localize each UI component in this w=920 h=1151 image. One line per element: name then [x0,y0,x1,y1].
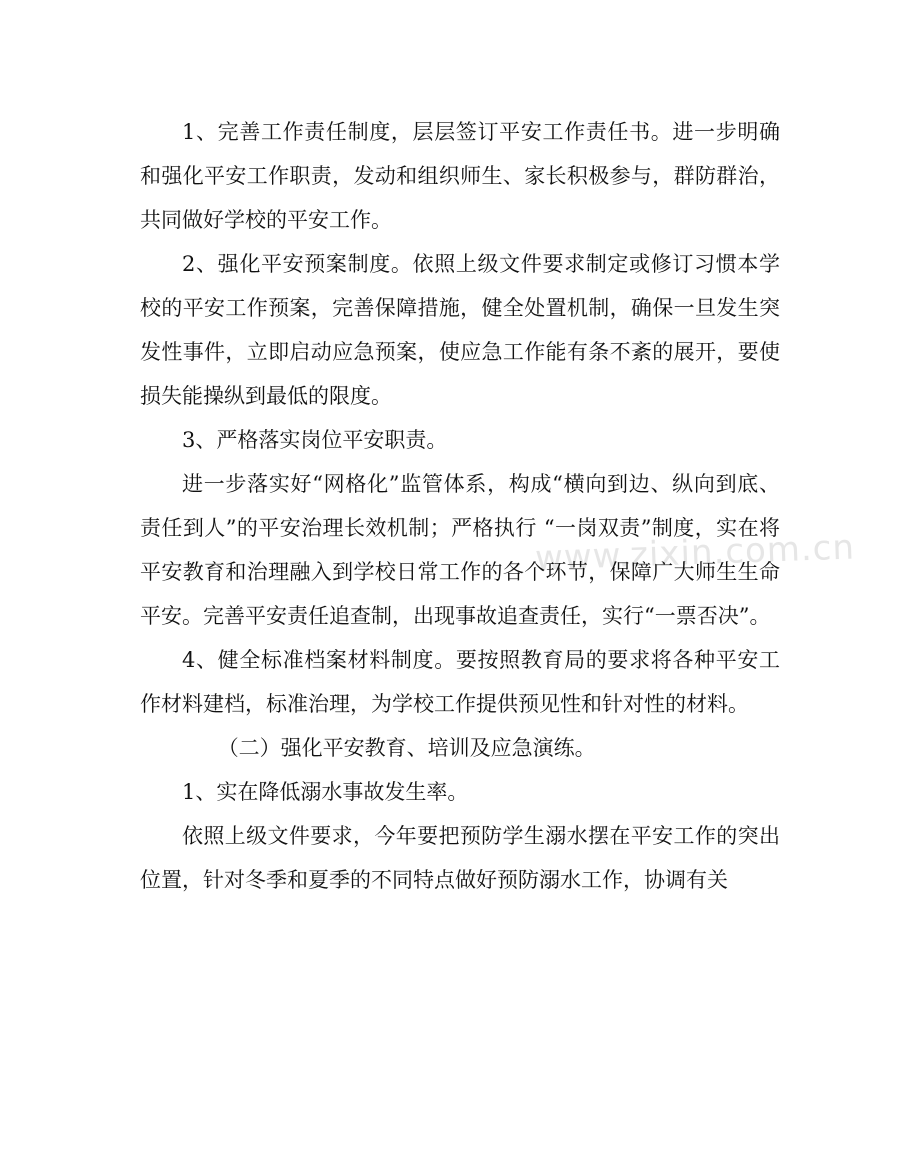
paragraph-2: 2、强化平安预案制度。依照上级文件要求制定或修订习惯本学校的平安工作预案，完善保障措施，健全处置机制，确保一旦发生突发性事件，立即启动应急预案，使应急工作能有条不紊的展开，要使损失能操纵到最低的限度。 [140,252,780,408]
watermark: www.zixin.com.cn [534,527,856,579]
paragraph-1: 1、完善工作责任制度，层层签订平安工作责任书。进一步明确和强化平安工作职责，发动和组织师生、家长积极参与，群防群治，共同做好学校的平安工作。 [140,120,780,232]
document-body [140,110,780,902]
paragraph-5: 4、健全标准档案材料制度。要按照教育局的要求将各种平安工作材料建档，标准治理，为学校工作提供预见性和针对性的材料。 [140,648,780,716]
paragraph-3: 3、严格落实岗位平安职责。 [182,428,448,452]
section-heading: （二）强化平安教育、培训及应急演练。 [217,736,596,760]
paragraph-7: 依照上级文件要求，今年要把预防学生溺水摆在平安工作的突出位置，针对冬季和夏季的不同特点做好预防溺水工作，协调有关 [140,824,780,892]
paragraph-6: 1、实在降低溺水事故发生率。 [182,780,469,804]
paragraph-4: 进一步落实好“网格化”监管体系，构成“横向到边、纵向到底、责任到人”的平安治理长效机制；严格执行 “一岗双责”制度，实在将平安教育和治理融入到学校日常工作的各个环节，保障广大师生生命平安。完善平安责任追查制，出现事故追查责任，实行“一票否决”。 [140,472,780,628]
